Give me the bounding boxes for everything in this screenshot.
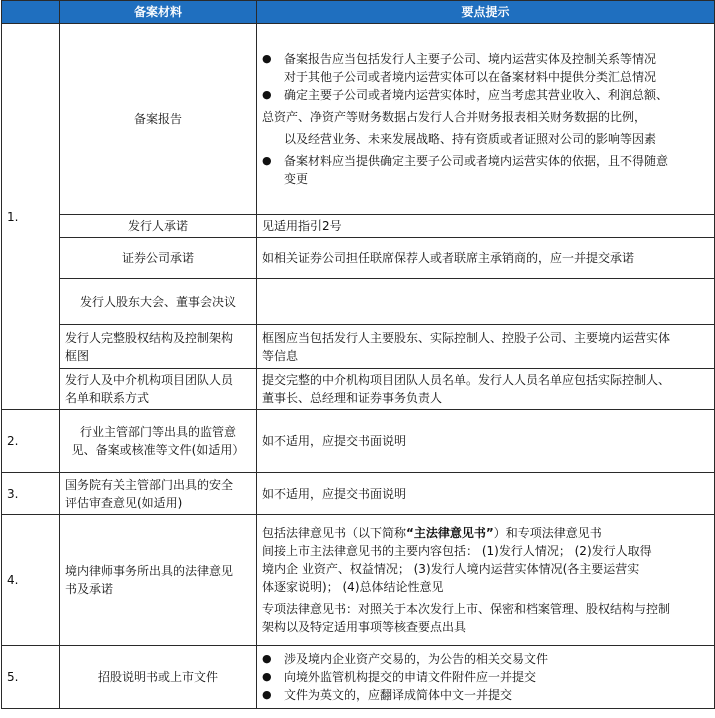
- table-row: [2, 279, 715, 325]
- bullet-text: 对于其他子公司或者境内运营实体可以在备案材料中提供分类汇总情况: [284, 70, 657, 84]
- material-broker-commitment: 证券公司承诺: [60, 238, 257, 279]
- row-number: 1.: [2, 24, 60, 410]
- material-prospectus: 招股说明书或上市文件: [60, 646, 257, 709]
- bullet-item: [262, 686, 709, 704]
- material-team-list: [60, 369, 257, 410]
- row-number: 5.: [2, 646, 60, 709]
- note-line: 专项法律意见书：对照关于本次发行上市、保密和档案管理、股权结构与控制: [262, 602, 671, 616]
- material-resolutions: 发行人股东大会、董事会决议: [60, 279, 257, 325]
- material-label-line: 发行人完整股权结构及控制架构: [65, 330, 234, 345]
- bullet-text: 文件为英文的，应翻译成简体中文一并提交: [284, 688, 513, 702]
- bullet-icon: ●: [262, 652, 272, 665]
- bullet-text: 备案报告应当包括发行人主要子公司、境内运营实体及控制关系等情况: [284, 52, 657, 66]
- material-label-line: 国务院有关主管部门出具的安全: [65, 477, 234, 492]
- table-header-row: [2, 1, 715, 24]
- note-text: ）和专项法律意见书: [493, 526, 602, 540]
- key-points-security-review: 如不适用，应提交书面说明: [257, 473, 715, 515]
- bullet-item: [262, 668, 709, 686]
- bullet-icon: ●: [262, 688, 272, 701]
- note-line: 间接上市主法律意见书的主要内容包括： (1)发行人情况； (2)发行人取得: [262, 544, 652, 558]
- row-number: 4.: [2, 515, 60, 646]
- material-label-line: 框图: [65, 348, 90, 363]
- bullet-text: 确定主要子公司或者境内运营实体时，应当考虑其营业收入、利润总额、: [284, 88, 669, 102]
- note-line: 提交完整的中介机构项目团队人员名单。发行人人员名单应包括实际控制人、: [262, 373, 671, 387]
- table-row: [2, 646, 715, 709]
- bullet-icon: ●: [262, 154, 272, 167]
- table-row: [2, 24, 715, 215]
- table-row: [2, 515, 715, 646]
- bullet-text: 变更: [284, 172, 309, 186]
- material-structure-chart: [60, 325, 257, 369]
- header-materials: 备案材料: [60, 1, 257, 24]
- row-number: 2.: [2, 410, 60, 473]
- header-key-points: 要点提示: [257, 1, 715, 24]
- key-points-resolutions: [257, 279, 715, 325]
- table-row: [2, 410, 715, 473]
- material-label-line: 名单和联系方式: [65, 391, 150, 405]
- material-security-review: [60, 473, 257, 515]
- material-issuer-commitment: 发行人承诺: [60, 215, 257, 238]
- table-row: [2, 215, 715, 238]
- material-label-line: 见、备案或核准等文件(如适用）: [71, 443, 245, 457]
- material-label-line: 境内律师事务所出具的法律意见: [65, 564, 234, 578]
- bullet-item: [262, 86, 709, 104]
- bullet-item: [262, 50, 709, 86]
- bullet-icon: ●: [262, 52, 272, 65]
- row-number: 3.: [2, 473, 60, 515]
- table-row: [2, 325, 715, 369]
- table-row: [2, 238, 715, 279]
- material-label-line: 行业主管部门等出具的监管意: [79, 425, 236, 439]
- filing-materials-table: [1, 0, 715, 709]
- bullet-icon: ●: [262, 670, 272, 683]
- bullet-text: 向境外监管机构提交的申请文件附件应一并提交: [284, 670, 537, 684]
- note-line: 境内企 业资产、权益情况； (3)发行人境内运营实体情况(各主要运营实: [262, 562, 640, 576]
- material-filing-report: 备案报告: [60, 24, 257, 215]
- bullet-icon: ●: [262, 88, 272, 101]
- key-points-filing-report: [257, 24, 715, 215]
- bullet-text: 备案材料应当提供确定主要子公司或者境内运营实体的依据，且不得随意: [284, 154, 669, 168]
- note-line: 架构以及特定适用事项等核查要点出具: [262, 620, 467, 634]
- note-text: 包括法律意见书（以下简称: [262, 526, 407, 540]
- key-points-regulatory-opinion: 如不适用，应提交书面说明: [257, 410, 715, 473]
- key-points-issuer-commitment: 见适用指引2号: [257, 215, 715, 238]
- note-line: [262, 524, 709, 542]
- key-points-prospectus: [257, 646, 715, 709]
- key-points-team-list: [257, 369, 715, 410]
- note-line: 框图应当包括发行人主要股东、实际控制人、控股子公司、主要境内运营实体: [262, 330, 671, 345]
- note-line: 董事长、总经理和证券事务负责人: [262, 391, 443, 405]
- material-label-line: 书及承诺: [65, 582, 114, 596]
- bullet-text: 总资产、净资产等财务数据占发行人合并财务报表相关财务数据的比例，: [262, 110, 647, 124]
- emphasis-text: “主法律意见书”: [406, 526, 494, 540]
- material-legal-opinion: [60, 515, 257, 646]
- material-regulatory-opinion: [60, 410, 257, 473]
- key-points-legal-opinion: [257, 515, 715, 646]
- bullet-text: 以及经营业务、未来发展战略、持有资质或者证照对公司的影响等因素: [284, 132, 657, 146]
- bullet-item: [262, 152, 709, 188]
- material-label-line: 发行人及中介机构项目团队人员: [65, 373, 234, 387]
- note-line: 体逐家说明)； (4)总体结论性意见: [262, 580, 444, 594]
- header-index: [2, 1, 60, 24]
- key-points-structure-chart: [257, 325, 715, 369]
- note-line: 等信息: [262, 348, 299, 363]
- material-label-line: 评估审查意见(如适用): [65, 495, 183, 510]
- bullet-item: [262, 650, 709, 668]
- bullet-text: 涉及境内企业资产交易的，为公告的相关交易文件: [284, 652, 549, 666]
- key-points-broker-commitment: 如相关证券公司担任联席保荐人或者联席主承销商的，应一并提交承诺: [257, 238, 715, 279]
- table-row: [2, 473, 715, 515]
- table-row: [2, 369, 715, 410]
